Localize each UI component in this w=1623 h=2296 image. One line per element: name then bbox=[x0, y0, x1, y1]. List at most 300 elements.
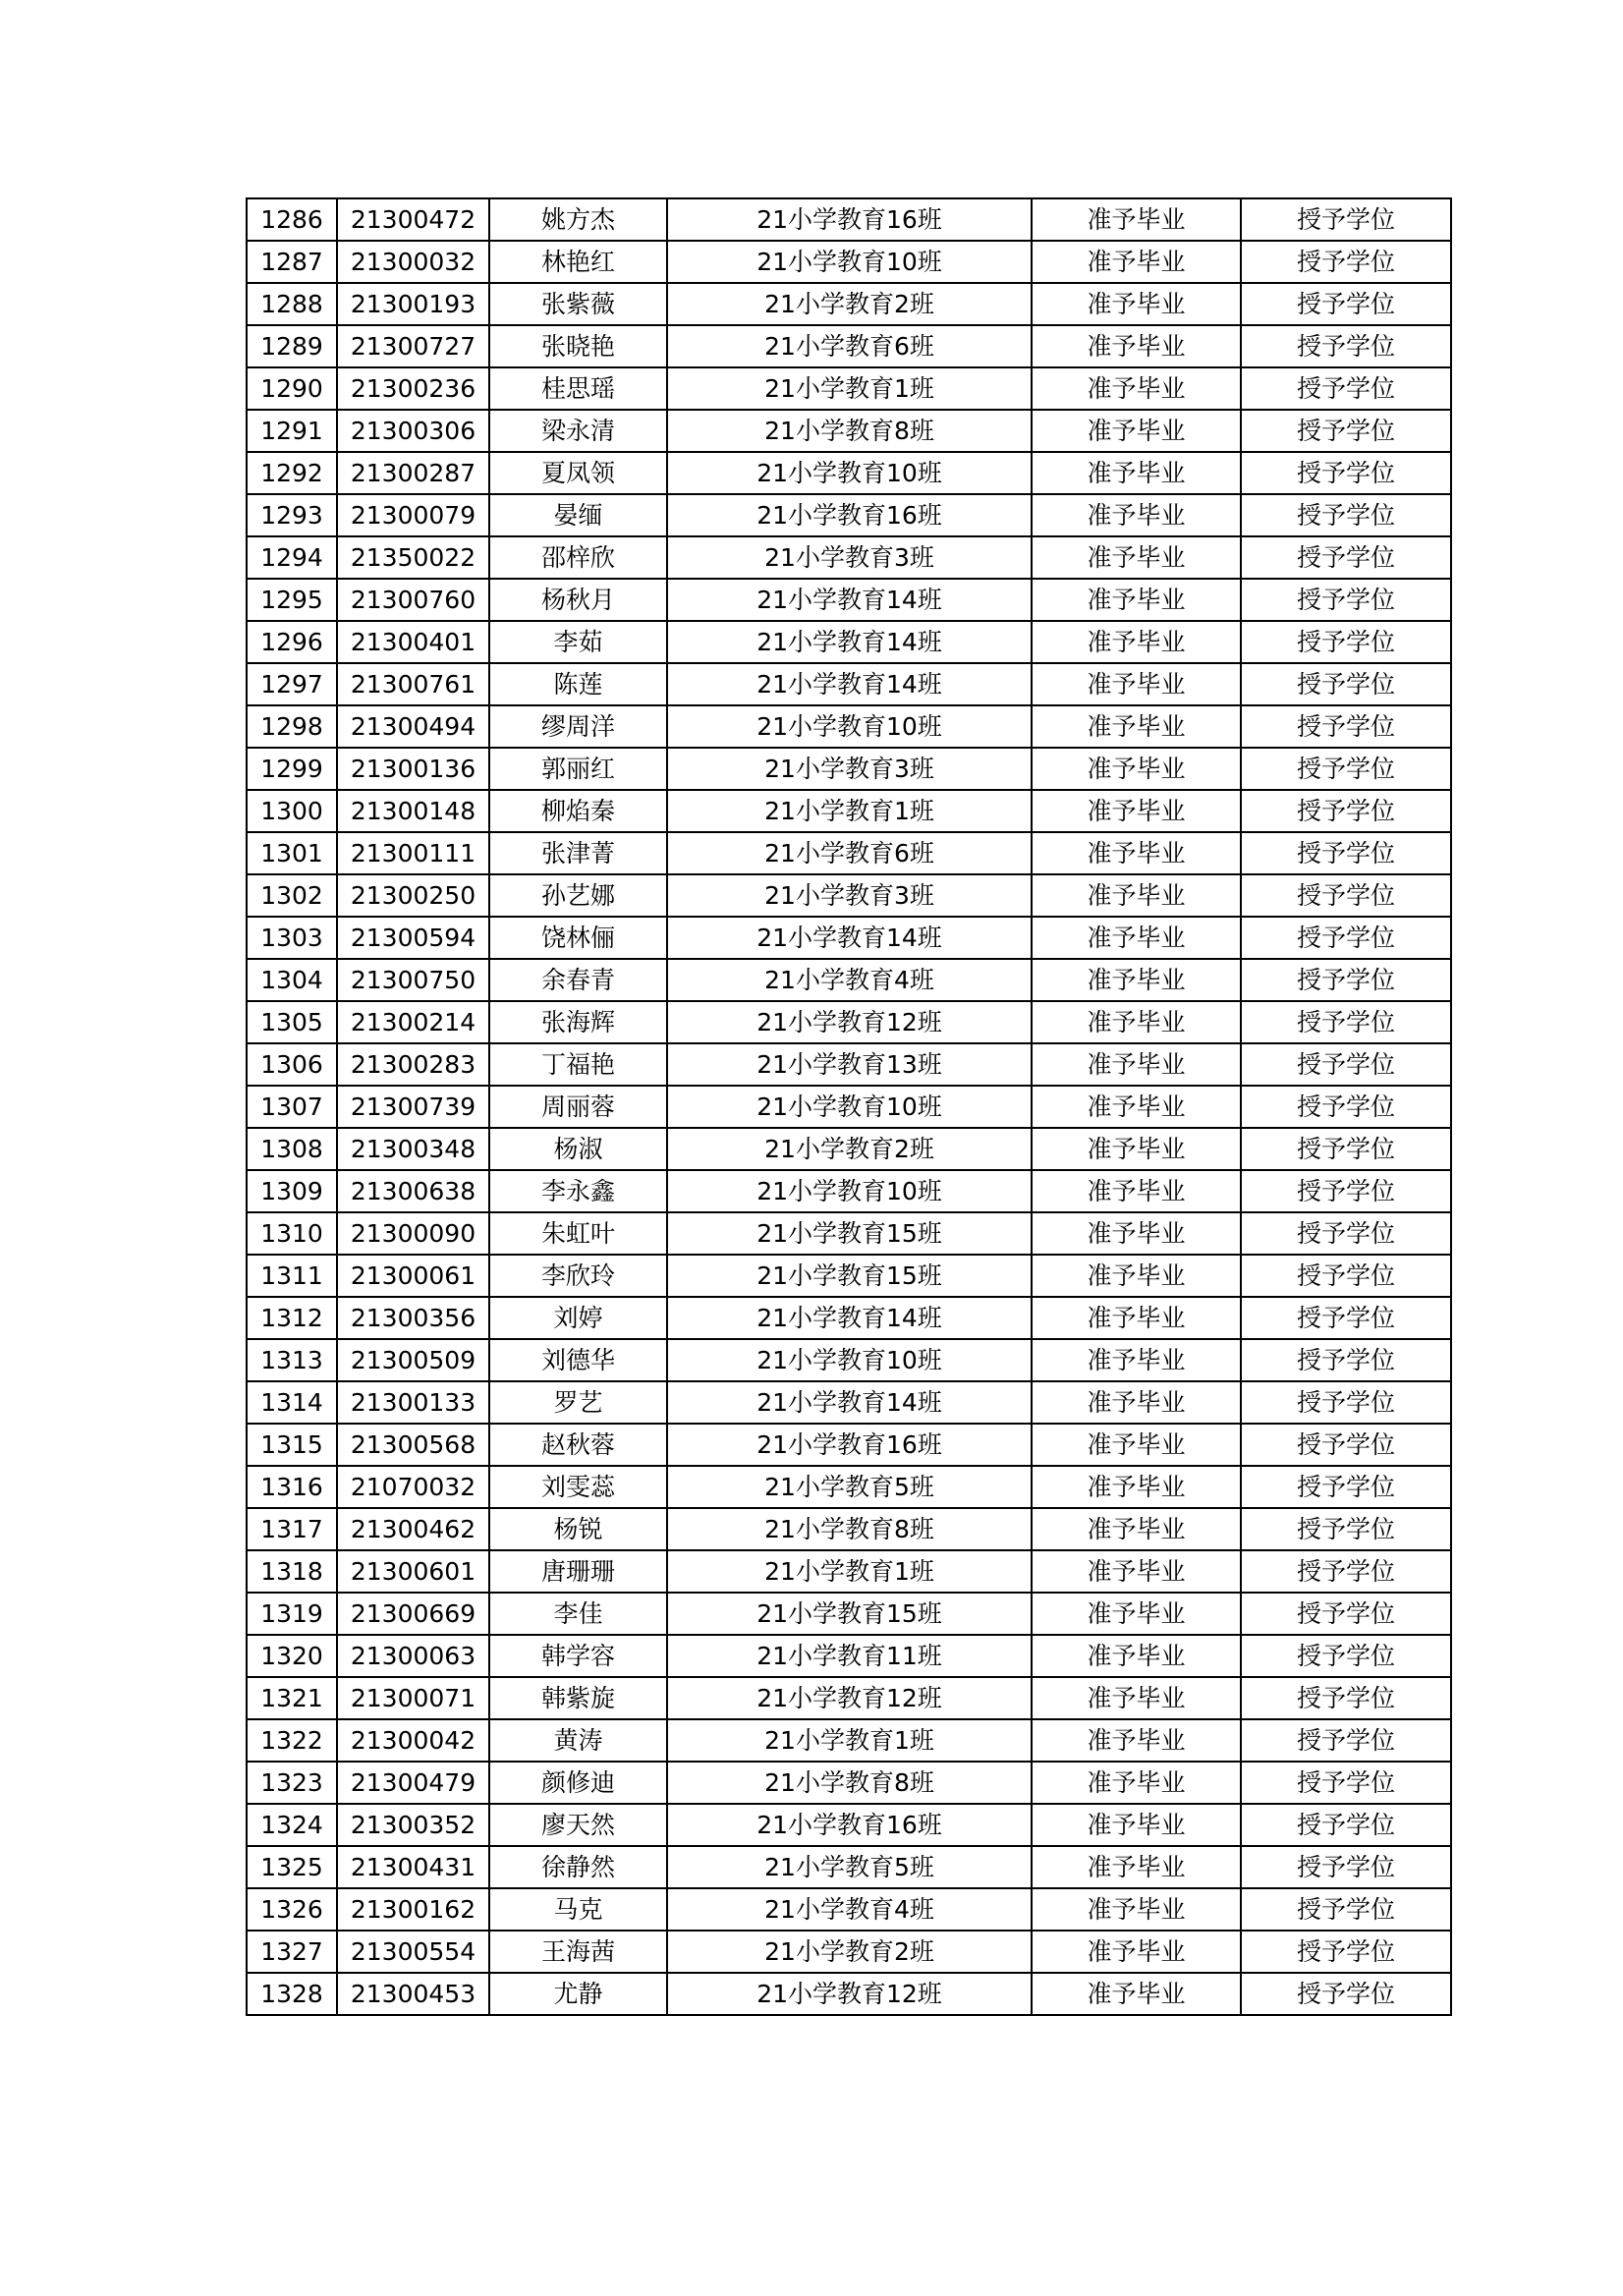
degree-status-cell: 授予学位 bbox=[1241, 1973, 1451, 2015]
student-name-cell: 颜修迪 bbox=[489, 1762, 667, 1804]
row-number-cell: 1325 bbox=[247, 1846, 337, 1888]
graduation-status-cell: 准予毕业 bbox=[1032, 579, 1241, 621]
degree-status-cell: 授予学位 bbox=[1241, 874, 1451, 917]
student-id-cell: 21300193 bbox=[337, 283, 489, 325]
class-name-cell: 21小学教育8班 bbox=[667, 410, 1032, 452]
student-name-cell: 杨秋月 bbox=[489, 579, 667, 621]
student-id-cell: 21300568 bbox=[337, 1424, 489, 1466]
table-row bbox=[247, 1212, 1451, 1255]
table-row bbox=[247, 621, 1451, 663]
student-name-cell: 尤静 bbox=[489, 1973, 667, 2015]
table-row bbox=[247, 283, 1451, 325]
row-number-cell: 1327 bbox=[247, 1931, 337, 1973]
degree-status-cell: 授予学位 bbox=[1241, 1043, 1451, 1086]
graduation-status-cell: 准予毕业 bbox=[1032, 959, 1241, 1001]
graduation-status-cell: 准予毕业 bbox=[1032, 1043, 1241, 1086]
table-row bbox=[247, 1508, 1451, 1550]
class-name-cell: 21小学教育10班 bbox=[667, 1170, 1032, 1212]
degree-status-cell: 授予学位 bbox=[1241, 1339, 1451, 1381]
table-row bbox=[247, 1635, 1451, 1677]
table-row bbox=[247, 1381, 1451, 1424]
row-number-cell: 1315 bbox=[247, 1424, 337, 1466]
student-name-cell: 梁永清 bbox=[489, 410, 667, 452]
class-name-cell: 21小学教育13班 bbox=[667, 1043, 1032, 1086]
graduation-status-cell: 准予毕业 bbox=[1032, 325, 1241, 367]
graduation-status-cell: 准予毕业 bbox=[1032, 790, 1241, 832]
degree-status-cell: 授予学位 bbox=[1241, 1593, 1451, 1635]
student-name-cell: 丁福艳 bbox=[489, 1043, 667, 1086]
row-number-cell: 1307 bbox=[247, 1086, 337, 1128]
row-number-cell: 1290 bbox=[247, 367, 337, 410]
class-name-cell: 21小学教育1班 bbox=[667, 1719, 1032, 1762]
degree-status-cell: 授予学位 bbox=[1241, 959, 1451, 1001]
table-row bbox=[247, 325, 1451, 367]
graduation-status-cell: 准予毕业 bbox=[1032, 1424, 1241, 1466]
graduation-status-cell: 准予毕业 bbox=[1032, 1888, 1241, 1931]
degree-status-cell: 授予学位 bbox=[1241, 1719, 1451, 1762]
row-number-cell: 1312 bbox=[247, 1297, 337, 1339]
row-number-cell: 1309 bbox=[247, 1170, 337, 1212]
degree-status-cell: 授予学位 bbox=[1241, 1804, 1451, 1846]
student-id-cell: 21300063 bbox=[337, 1635, 489, 1677]
student-id-cell: 21300133 bbox=[337, 1381, 489, 1424]
student-id-cell: 21300479 bbox=[337, 1762, 489, 1804]
row-number-cell: 1298 bbox=[247, 705, 337, 748]
row-number-cell: 1320 bbox=[247, 1635, 337, 1677]
graduation-status-cell: 准予毕业 bbox=[1032, 1381, 1241, 1424]
student-id-cell: 21300283 bbox=[337, 1043, 489, 1086]
table-row bbox=[247, 832, 1451, 874]
degree-status-cell: 授予学位 bbox=[1241, 1086, 1451, 1128]
student-name-cell: 夏凤领 bbox=[489, 452, 667, 494]
student-id-cell: 21300287 bbox=[337, 452, 489, 494]
student-name-cell: 饶林俪 bbox=[489, 917, 667, 959]
degree-status-cell: 授予学位 bbox=[1241, 790, 1451, 832]
student-name-cell: 缪周洋 bbox=[489, 705, 667, 748]
row-number-cell: 1324 bbox=[247, 1804, 337, 1846]
graduation-roster-table bbox=[246, 197, 1452, 2016]
student-name-cell: 杨淑 bbox=[489, 1128, 667, 1170]
row-number-cell: 1313 bbox=[247, 1339, 337, 1381]
student-name-cell: 李欣玲 bbox=[489, 1255, 667, 1297]
degree-status-cell: 授予学位 bbox=[1241, 536, 1451, 579]
row-number-cell: 1311 bbox=[247, 1255, 337, 1297]
graduation-status-cell: 准予毕业 bbox=[1032, 536, 1241, 579]
student-name-cell: 杨锐 bbox=[489, 1508, 667, 1550]
row-number-cell: 1293 bbox=[247, 494, 337, 536]
student-name-cell: 刘德华 bbox=[489, 1339, 667, 1381]
row-number-cell: 1319 bbox=[247, 1593, 337, 1635]
graduation-status-cell: 准予毕业 bbox=[1032, 1804, 1241, 1846]
class-name-cell: 21小学教育14班 bbox=[667, 1381, 1032, 1424]
degree-status-cell: 授予学位 bbox=[1241, 325, 1451, 367]
student-id-cell: 21300554 bbox=[337, 1931, 489, 1973]
student-name-cell: 张津菁 bbox=[489, 832, 667, 874]
row-number-cell: 1294 bbox=[247, 536, 337, 579]
degree-status-cell: 授予学位 bbox=[1241, 748, 1451, 790]
graduation-status-cell: 准予毕业 bbox=[1032, 832, 1241, 874]
graduation-status-cell: 准予毕业 bbox=[1032, 198, 1241, 241]
table-row bbox=[247, 1593, 1451, 1635]
graduation-status-cell: 准予毕业 bbox=[1032, 1086, 1241, 1128]
class-name-cell: 21小学教育2班 bbox=[667, 1931, 1032, 1973]
student-name-cell: 黄涛 bbox=[489, 1719, 667, 1762]
row-number-cell: 1305 bbox=[247, 1001, 337, 1043]
student-name-cell: 刘婷 bbox=[489, 1297, 667, 1339]
row-number-cell: 1287 bbox=[247, 241, 337, 283]
student-name-cell: 桂思瑶 bbox=[489, 367, 667, 410]
graduation-status-cell: 准予毕业 bbox=[1032, 1128, 1241, 1170]
student-id-cell: 21300761 bbox=[337, 663, 489, 705]
student-id-cell: 21300739 bbox=[337, 1086, 489, 1128]
table-row bbox=[247, 748, 1451, 790]
student-id-cell: 21300760 bbox=[337, 579, 489, 621]
table-row bbox=[247, 494, 1451, 536]
graduation-status-cell: 准予毕业 bbox=[1032, 1466, 1241, 1508]
student-id-cell: 21300431 bbox=[337, 1846, 489, 1888]
graduation-status-cell: 准予毕业 bbox=[1032, 748, 1241, 790]
graduation-status-cell: 准予毕业 bbox=[1032, 1846, 1241, 1888]
student-id-cell: 21300250 bbox=[337, 874, 489, 917]
student-id-cell: 21300472 bbox=[337, 198, 489, 241]
student-id-cell: 21350022 bbox=[337, 536, 489, 579]
graduation-status-cell: 准予毕业 bbox=[1032, 621, 1241, 663]
student-id-cell: 21300601 bbox=[337, 1550, 489, 1593]
row-number-cell: 1328 bbox=[247, 1973, 337, 2015]
class-name-cell: 21小学教育11班 bbox=[667, 1635, 1032, 1677]
degree-status-cell: 授予学位 bbox=[1241, 494, 1451, 536]
row-number-cell: 1300 bbox=[247, 790, 337, 832]
table-row bbox=[247, 1804, 1451, 1846]
row-number-cell: 1314 bbox=[247, 1381, 337, 1424]
student-id-cell: 21300638 bbox=[337, 1170, 489, 1212]
graduation-status-cell: 准予毕业 bbox=[1032, 283, 1241, 325]
class-name-cell: 21小学教育6班 bbox=[667, 832, 1032, 874]
graduation-status-cell: 准予毕业 bbox=[1032, 1593, 1241, 1635]
student-name-cell: 余春青 bbox=[489, 959, 667, 1001]
table-row bbox=[247, 917, 1451, 959]
student-name-cell: 李永鑫 bbox=[489, 1170, 667, 1212]
degree-status-cell: 授予学位 bbox=[1241, 1297, 1451, 1339]
class-name-cell: 21小学教育1班 bbox=[667, 367, 1032, 410]
table-row bbox=[247, 790, 1451, 832]
table-row bbox=[247, 874, 1451, 917]
row-number-cell: 1316 bbox=[247, 1466, 337, 1508]
degree-status-cell: 授予学位 bbox=[1241, 1677, 1451, 1719]
class-name-cell: 21小学教育6班 bbox=[667, 325, 1032, 367]
row-number-cell: 1301 bbox=[247, 832, 337, 874]
student-name-cell: 张紫薇 bbox=[489, 283, 667, 325]
student-name-cell: 刘雯蕊 bbox=[489, 1466, 667, 1508]
table-row bbox=[247, 1255, 1451, 1297]
row-number-cell: 1318 bbox=[247, 1550, 337, 1593]
graduation-status-cell: 准予毕业 bbox=[1032, 410, 1241, 452]
degree-status-cell: 授予学位 bbox=[1241, 917, 1451, 959]
degree-status-cell: 授予学位 bbox=[1241, 1001, 1451, 1043]
degree-status-cell: 授予学位 bbox=[1241, 198, 1451, 241]
student-name-cell: 赵秋蓉 bbox=[489, 1424, 667, 1466]
degree-status-cell: 授予学位 bbox=[1241, 1128, 1451, 1170]
student-id-cell: 21300090 bbox=[337, 1212, 489, 1255]
table-row bbox=[247, 410, 1451, 452]
student-id-cell: 21070032 bbox=[337, 1466, 489, 1508]
graduation-status-cell: 准予毕业 bbox=[1032, 452, 1241, 494]
degree-status-cell: 授予学位 bbox=[1241, 1466, 1451, 1508]
graduation-status-cell: 准予毕业 bbox=[1032, 705, 1241, 748]
student-name-cell: 廖天然 bbox=[489, 1804, 667, 1846]
degree-status-cell: 授予学位 bbox=[1241, 410, 1451, 452]
student-id-cell: 21300162 bbox=[337, 1888, 489, 1931]
graduation-status-cell: 准予毕业 bbox=[1032, 1762, 1241, 1804]
student-id-cell: 21300348 bbox=[337, 1128, 489, 1170]
row-number-cell: 1302 bbox=[247, 874, 337, 917]
graduation-status-cell: 准予毕业 bbox=[1032, 917, 1241, 959]
table-row bbox=[247, 1297, 1451, 1339]
table-row bbox=[247, 1931, 1451, 1973]
class-name-cell: 21小学教育16班 bbox=[667, 198, 1032, 241]
graduation-status-cell: 准予毕业 bbox=[1032, 1001, 1241, 1043]
student-name-cell: 韩学容 bbox=[489, 1635, 667, 1677]
table-row bbox=[247, 705, 1451, 748]
degree-status-cell: 授予学位 bbox=[1241, 1635, 1451, 1677]
student-id-cell: 21300136 bbox=[337, 748, 489, 790]
row-number-cell: 1303 bbox=[247, 917, 337, 959]
row-number-cell: 1296 bbox=[247, 621, 337, 663]
table-row bbox=[247, 1424, 1451, 1466]
table-row bbox=[247, 959, 1451, 1001]
student-id-cell: 21300061 bbox=[337, 1255, 489, 1297]
class-name-cell: 21小学教育16班 bbox=[667, 1424, 1032, 1466]
row-number-cell: 1304 bbox=[247, 959, 337, 1001]
student-name-cell: 李佳 bbox=[489, 1593, 667, 1635]
class-name-cell: 21小学教育3班 bbox=[667, 874, 1032, 917]
graduation-status-cell: 准予毕业 bbox=[1032, 241, 1241, 283]
student-id-cell: 21300148 bbox=[337, 790, 489, 832]
graduation-status-cell: 准予毕业 bbox=[1032, 1212, 1241, 1255]
table-row bbox=[247, 1677, 1451, 1719]
row-number-cell: 1289 bbox=[247, 325, 337, 367]
class-name-cell: 21小学教育1班 bbox=[667, 790, 1032, 832]
degree-status-cell: 授予学位 bbox=[1241, 452, 1451, 494]
graduation-status-cell: 准予毕业 bbox=[1032, 663, 1241, 705]
class-name-cell: 21小学教育10班 bbox=[667, 705, 1032, 748]
student-name-cell: 韩紫旋 bbox=[489, 1677, 667, 1719]
table-row bbox=[247, 663, 1451, 705]
graduation-status-cell: 准予毕业 bbox=[1032, 367, 1241, 410]
class-name-cell: 21小学教育15班 bbox=[667, 1255, 1032, 1297]
class-name-cell: 21小学教育8班 bbox=[667, 1762, 1032, 1804]
degree-status-cell: 授予学位 bbox=[1241, 832, 1451, 874]
student-name-cell: 罗艺 bbox=[489, 1381, 667, 1424]
table-row bbox=[247, 241, 1451, 283]
student-name-cell: 马克 bbox=[489, 1888, 667, 1931]
graduation-status-cell: 准予毕业 bbox=[1032, 1255, 1241, 1297]
row-number-cell: 1326 bbox=[247, 1888, 337, 1931]
graduation-status-cell: 准予毕业 bbox=[1032, 1297, 1241, 1339]
table-row bbox=[247, 198, 1451, 241]
class-name-cell: 21小学教育5班 bbox=[667, 1466, 1032, 1508]
graduation-status-cell: 准予毕业 bbox=[1032, 1170, 1241, 1212]
row-number-cell: 1308 bbox=[247, 1128, 337, 1170]
class-name-cell: 21小学教育14班 bbox=[667, 579, 1032, 621]
table-row bbox=[247, 1086, 1451, 1128]
graduation-status-cell: 准予毕业 bbox=[1032, 1508, 1241, 1550]
student-id-cell: 21300401 bbox=[337, 621, 489, 663]
class-name-cell: 21小学教育16班 bbox=[667, 494, 1032, 536]
student-id-cell: 21300032 bbox=[337, 241, 489, 283]
degree-status-cell: 授予学位 bbox=[1241, 621, 1451, 663]
student-id-cell: 21300111 bbox=[337, 832, 489, 874]
class-name-cell: 21小学教育3班 bbox=[667, 536, 1032, 579]
class-name-cell: 21小学教育5班 bbox=[667, 1846, 1032, 1888]
degree-status-cell: 授予学位 bbox=[1241, 1888, 1451, 1931]
graduation-status-cell: 准予毕业 bbox=[1032, 1550, 1241, 1593]
class-name-cell: 21小学教育15班 bbox=[667, 1593, 1032, 1635]
table-row bbox=[247, 1550, 1451, 1593]
student-name-cell: 张晓艳 bbox=[489, 325, 667, 367]
degree-status-cell: 授予学位 bbox=[1241, 241, 1451, 283]
class-name-cell: 21小学教育8班 bbox=[667, 1508, 1032, 1550]
student-id-cell: 21300494 bbox=[337, 705, 489, 748]
row-number-cell: 1310 bbox=[247, 1212, 337, 1255]
student-name-cell: 王海茜 bbox=[489, 1931, 667, 1973]
student-name-cell: 唐珊珊 bbox=[489, 1550, 667, 1593]
graduation-status-cell: 准予毕业 bbox=[1032, 1677, 1241, 1719]
class-name-cell: 21小学教育1班 bbox=[667, 1550, 1032, 1593]
graduation-status-cell: 准予毕业 bbox=[1032, 1635, 1241, 1677]
row-number-cell: 1288 bbox=[247, 283, 337, 325]
row-number-cell: 1291 bbox=[247, 410, 337, 452]
degree-status-cell: 授予学位 bbox=[1241, 579, 1451, 621]
class-name-cell: 21小学教育14班 bbox=[667, 1297, 1032, 1339]
row-number-cell: 1321 bbox=[247, 1677, 337, 1719]
class-name-cell: 21小学教育10班 bbox=[667, 241, 1032, 283]
table-row bbox=[247, 1001, 1451, 1043]
degree-status-cell: 授予学位 bbox=[1241, 1170, 1451, 1212]
student-name-cell: 李茹 bbox=[489, 621, 667, 663]
student-name-cell: 孙艺娜 bbox=[489, 874, 667, 917]
degree-status-cell: 授予学位 bbox=[1241, 1255, 1451, 1297]
degree-status-cell: 授予学位 bbox=[1241, 1381, 1451, 1424]
row-number-cell: 1295 bbox=[247, 579, 337, 621]
table-row bbox=[247, 452, 1451, 494]
student-id-cell: 21300356 bbox=[337, 1297, 489, 1339]
student-id-cell: 21300453 bbox=[337, 1973, 489, 2015]
student-id-cell: 21300042 bbox=[337, 1719, 489, 1762]
table-row bbox=[247, 1888, 1451, 1931]
table-row bbox=[247, 1170, 1451, 1212]
graduation-status-cell: 准予毕业 bbox=[1032, 874, 1241, 917]
row-number-cell: 1322 bbox=[247, 1719, 337, 1762]
student-name-cell: 晏缅 bbox=[489, 494, 667, 536]
row-number-cell: 1317 bbox=[247, 1508, 337, 1550]
graduation-status-cell: 准予毕业 bbox=[1032, 1931, 1241, 1973]
class-name-cell: 21小学教育4班 bbox=[667, 1888, 1032, 1931]
table-row bbox=[247, 1043, 1451, 1086]
student-id-cell: 21300071 bbox=[337, 1677, 489, 1719]
row-number-cell: 1297 bbox=[247, 663, 337, 705]
class-name-cell: 21小学教育2班 bbox=[667, 1128, 1032, 1170]
student-id-cell: 21300462 bbox=[337, 1508, 489, 1550]
class-name-cell: 21小学教育3班 bbox=[667, 748, 1032, 790]
table-row bbox=[247, 1339, 1451, 1381]
student-name-cell: 张海辉 bbox=[489, 1001, 667, 1043]
degree-status-cell: 授予学位 bbox=[1241, 1846, 1451, 1888]
student-name-cell: 徐静然 bbox=[489, 1846, 667, 1888]
row-number-cell: 1323 bbox=[247, 1762, 337, 1804]
class-name-cell: 21小学教育10班 bbox=[667, 1339, 1032, 1381]
graduation-status-cell: 准予毕业 bbox=[1032, 494, 1241, 536]
degree-status-cell: 授予学位 bbox=[1241, 283, 1451, 325]
roster-table-body bbox=[247, 198, 1451, 2015]
degree-status-cell: 授予学位 bbox=[1241, 1212, 1451, 1255]
row-number-cell: 1286 bbox=[247, 198, 337, 241]
student-id-cell: 21300352 bbox=[337, 1804, 489, 1846]
class-name-cell: 21小学教育15班 bbox=[667, 1212, 1032, 1255]
degree-status-cell: 授予学位 bbox=[1241, 1550, 1451, 1593]
graduation-status-cell: 准予毕业 bbox=[1032, 1973, 1241, 2015]
degree-status-cell: 授予学位 bbox=[1241, 367, 1451, 410]
student-name-cell: 朱虹叶 bbox=[489, 1212, 667, 1255]
student-name-cell: 郭丽红 bbox=[489, 748, 667, 790]
table-row bbox=[247, 367, 1451, 410]
class-name-cell: 21小学教育12班 bbox=[667, 1973, 1032, 2015]
student-name-cell: 邵梓欣 bbox=[489, 536, 667, 579]
row-number-cell: 1306 bbox=[247, 1043, 337, 1086]
class-name-cell: 21小学教育10班 bbox=[667, 452, 1032, 494]
degree-status-cell: 授予学位 bbox=[1241, 1508, 1451, 1550]
table-row bbox=[247, 1846, 1451, 1888]
student-name-cell: 姚方杰 bbox=[489, 198, 667, 241]
table-row bbox=[247, 1762, 1451, 1804]
student-id-cell: 21300727 bbox=[337, 325, 489, 367]
table-row bbox=[247, 1973, 1451, 2015]
degree-status-cell: 授予学位 bbox=[1241, 1762, 1451, 1804]
student-id-cell: 21300509 bbox=[337, 1339, 489, 1381]
table-row bbox=[247, 1466, 1451, 1508]
class-name-cell: 21小学教育2班 bbox=[667, 283, 1032, 325]
student-id-cell: 21300669 bbox=[337, 1593, 489, 1635]
class-name-cell: 21小学教育14班 bbox=[667, 917, 1032, 959]
class-name-cell: 21小学教育14班 bbox=[667, 621, 1032, 663]
student-name-cell: 周丽蓉 bbox=[489, 1086, 667, 1128]
student-id-cell: 21300594 bbox=[337, 917, 489, 959]
row-number-cell: 1299 bbox=[247, 748, 337, 790]
class-name-cell: 21小学教育16班 bbox=[667, 1804, 1032, 1846]
degree-status-cell: 授予学位 bbox=[1241, 1931, 1451, 1973]
student-id-cell: 21300236 bbox=[337, 367, 489, 410]
student-name-cell: 柳焰秦 bbox=[489, 790, 667, 832]
degree-status-cell: 授予学位 bbox=[1241, 705, 1451, 748]
graduation-status-cell: 准予毕业 bbox=[1032, 1719, 1241, 1762]
student-id-cell: 21300079 bbox=[337, 494, 489, 536]
class-name-cell: 21小学教育10班 bbox=[667, 1086, 1032, 1128]
table-row bbox=[247, 536, 1451, 579]
class-name-cell: 21小学教育4班 bbox=[667, 959, 1032, 1001]
degree-status-cell: 授予学位 bbox=[1241, 663, 1451, 705]
degree-status-cell: 授予学位 bbox=[1241, 1424, 1451, 1466]
table-row bbox=[247, 579, 1451, 621]
student-name-cell: 林艳红 bbox=[489, 241, 667, 283]
class-name-cell: 21小学教育12班 bbox=[667, 1677, 1032, 1719]
table-row bbox=[247, 1128, 1451, 1170]
student-id-cell: 21300750 bbox=[337, 959, 489, 1001]
row-number-cell: 1292 bbox=[247, 452, 337, 494]
graduation-status-cell: 准予毕业 bbox=[1032, 1339, 1241, 1381]
student-id-cell: 21300214 bbox=[337, 1001, 489, 1043]
student-id-cell: 21300306 bbox=[337, 410, 489, 452]
class-name-cell: 21小学教育12班 bbox=[667, 1001, 1032, 1043]
